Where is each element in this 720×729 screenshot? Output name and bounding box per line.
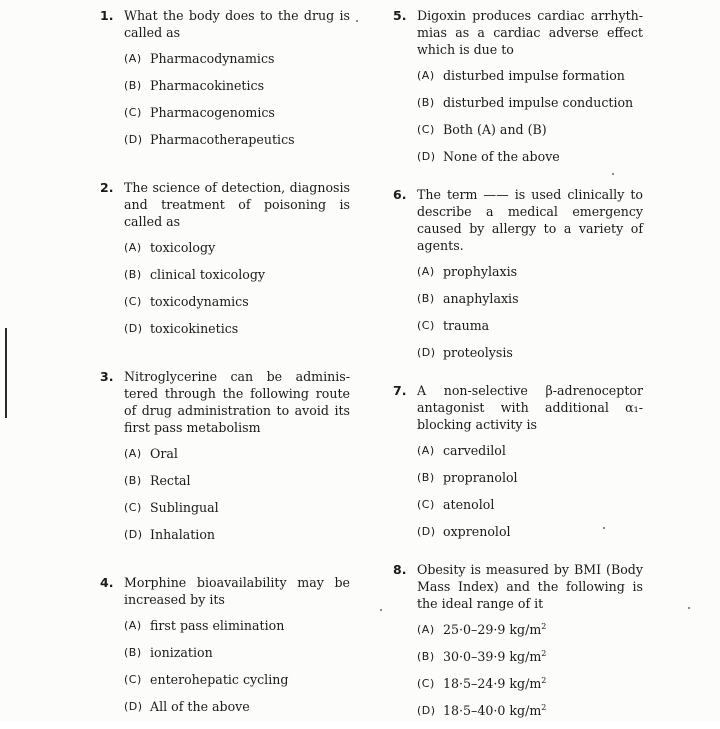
option-text: Sublingual [150,500,219,515]
question-text: The science of detection, diagnosis and treatment of poisoning is called as [124,180,350,229]
question-1 [100,7,350,158]
question-text: Obesity is measured by BMI (Body Mass Index) and the following is the ideal range of it [417,562,643,611]
option-text: trauma [443,318,490,333]
unit [509,703,546,718]
option-text: toxicology [150,240,216,255]
question-number: 5. [393,8,407,23]
option-b[interactable] [417,648,643,675]
unit-base: kg/m [509,649,542,664]
option-d[interactable] [124,131,350,158]
question-text: A non-selective β-adrenoceptor antagonist with additional α₁-blocking activity is [417,383,643,432]
question-6 [393,186,643,371]
option-text: Pharmacodynamics [150,51,275,66]
option-letter: (D) [417,704,436,717]
option-text: atenolol [443,497,495,512]
question-number: 8. [393,562,407,577]
option-list [393,67,643,175]
option-text: Pharmacogenomics [150,105,275,120]
option-letter: (C) [124,106,142,119]
question-number: 6. [393,187,407,202]
question-3 [100,368,350,553]
option-a[interactable] [124,50,350,77]
question-8 [393,561,643,729]
option-text: anaphylaxis [443,291,519,306]
question-stem [393,7,643,58]
option-letter: (C) [417,498,435,511]
option-letter: (A) [124,52,142,65]
option-letter: (A) [417,444,435,457]
option-text: disturbed impulse conduction [443,95,634,110]
option-letter: (C) [124,501,142,514]
option-c[interactable] [417,496,643,523]
option-list [393,263,643,371]
option-text: Rectal [150,473,191,488]
question-2 [100,179,350,347]
option-d[interactable] [124,320,350,347]
scan-speck [612,173,614,175]
question-stem [393,186,643,254]
option-text: Oral [150,446,178,461]
option-text: carvedilol [443,443,506,458]
option-d[interactable] [124,526,350,553]
option-letter: (B) [417,96,435,109]
option-b[interactable] [124,644,350,671]
option-letter: (A) [124,447,142,460]
margin-rule [5,328,7,418]
unit-base: kg/m [509,703,542,718]
option-letter: (C) [124,295,142,308]
option-letter: (C) [124,673,142,686]
option-text: oxprenolol [443,524,511,539]
scan-speck [356,20,358,22]
option-text: 25·0–29·9 [443,622,506,637]
scan-speck [380,609,382,611]
option-text: Pharmacotherapeutics [150,132,295,147]
option-text: first pass elimination [150,618,285,633]
option-text: enterohepatic cycling [150,672,289,687]
option-b[interactable] [417,469,643,496]
question-text: What the body does to the drug is called as [124,8,350,40]
unit-exponent: 2 [541,702,547,712]
option-text: toxicokinetics [150,321,239,336]
option-list [100,617,350,725]
question-text: The term —— is used clinically to describe a medical emergency caused by allergy to a variety of agents. [417,187,643,253]
question-number: 2. [100,180,114,195]
option-text: 30·0–39·9 [443,649,506,664]
option-letter: (C) [417,123,435,136]
option-list [393,442,643,550]
option-letter: (D) [417,525,436,538]
question-stem [100,368,350,436]
scan-speck [688,607,690,609]
option-text: All of the above [150,699,250,714]
option-text: prophylaxis [443,264,518,279]
option-c[interactable] [417,675,643,702]
question-text: Nitroglycerine can be adminis-tered through the following route of drug administration to avoid its first pass metabolism [124,369,350,435]
option-text: disturbed impulse formation [443,68,625,83]
option-letter: (B) [417,471,435,484]
unit-exponent: 2 [541,675,547,685]
option-letter: (B) [124,474,142,487]
option-letter: (D) [124,322,143,335]
option-text: ionization [150,645,213,660]
option-list [393,621,643,729]
option-list [100,239,350,347]
question-number: 3. [100,369,114,384]
question-number: 4. [100,575,114,590]
option-letter: (B) [124,79,142,92]
option-text: Inhalation [150,527,216,542]
option-b[interactable] [124,266,350,293]
option-a[interactable] [417,621,643,648]
unit-base: kg/m [509,622,542,637]
option-c[interactable] [124,671,350,698]
question-number: 1. [100,8,114,23]
option-d[interactable] [417,344,643,371]
option-letter: (B) [124,268,142,281]
option-letter: (B) [417,292,435,305]
option-b[interactable] [124,77,350,104]
option-text: clinical toxicology [150,267,266,282]
option-c[interactable] [124,499,350,526]
option-list [100,50,350,158]
scan-speck [603,527,605,529]
option-a[interactable] [124,617,350,644]
option-c[interactable] [124,104,350,131]
option-letter: (D) [124,700,143,713]
question-text: Morphine bioavailability may be increased by its [124,575,350,607]
option-text: proteolysis [443,345,513,360]
unit [509,676,546,691]
question-stem [100,179,350,230]
option-b[interactable] [417,290,643,317]
option-b[interactable] [417,94,643,121]
option-letter: (B) [417,650,435,663]
option-letter: (B) [124,646,142,659]
unit-exponent: 2 [541,648,547,658]
option-text: toxicodynamics [150,294,249,309]
unit [509,622,546,637]
question-text: Digoxin produces cardiac arrhyth-mias as a cardiac adverse effect which is due to [417,8,643,57]
option-text: 18·5–24·9 [443,676,506,691]
option-letter: (A) [417,265,435,278]
option-text: Both (A) and (B) [443,122,547,137]
question-4 [100,574,350,725]
option-letter: (D) [417,150,436,163]
unit-exponent: 2 [541,621,547,631]
option-letter: (A) [417,623,435,636]
option-letter: (D) [417,346,436,359]
option-b[interactable] [124,472,350,499]
question-5 [393,7,643,175]
option-letter: (D) [124,133,143,146]
question-7 [393,382,643,550]
option-a[interactable] [124,445,350,472]
option-letter: (A) [124,619,142,632]
option-text: 18·5–40·0 [443,703,506,718]
option-letter: (A) [417,69,435,82]
option-list [100,445,350,553]
question-number: 7. [393,383,407,398]
option-d[interactable] [417,523,643,550]
unit [509,649,546,664]
option-d[interactable] [417,148,643,175]
option-c[interactable] [417,317,643,344]
option-text: Pharmacokinetics [150,78,265,93]
option-c[interactable] [417,121,643,148]
question-stem [393,382,643,433]
question-stem [393,561,643,612]
unit-base: kg/m [509,676,542,691]
option-letter: (C) [417,319,435,332]
question-stem [100,7,350,41]
option-a[interactable] [417,67,643,94]
option-text: propranolol [443,470,518,485]
option-letter: (D) [124,528,143,541]
option-d[interactable] [417,702,643,729]
option-letter: (A) [124,241,142,254]
option-c[interactable] [124,293,350,320]
option-a[interactable] [124,239,350,266]
option-a[interactable] [417,442,643,469]
question-stem [100,574,350,608]
option-a[interactable] [417,263,643,290]
option-letter: (C) [417,677,435,690]
option-text: None of the above [443,149,560,164]
